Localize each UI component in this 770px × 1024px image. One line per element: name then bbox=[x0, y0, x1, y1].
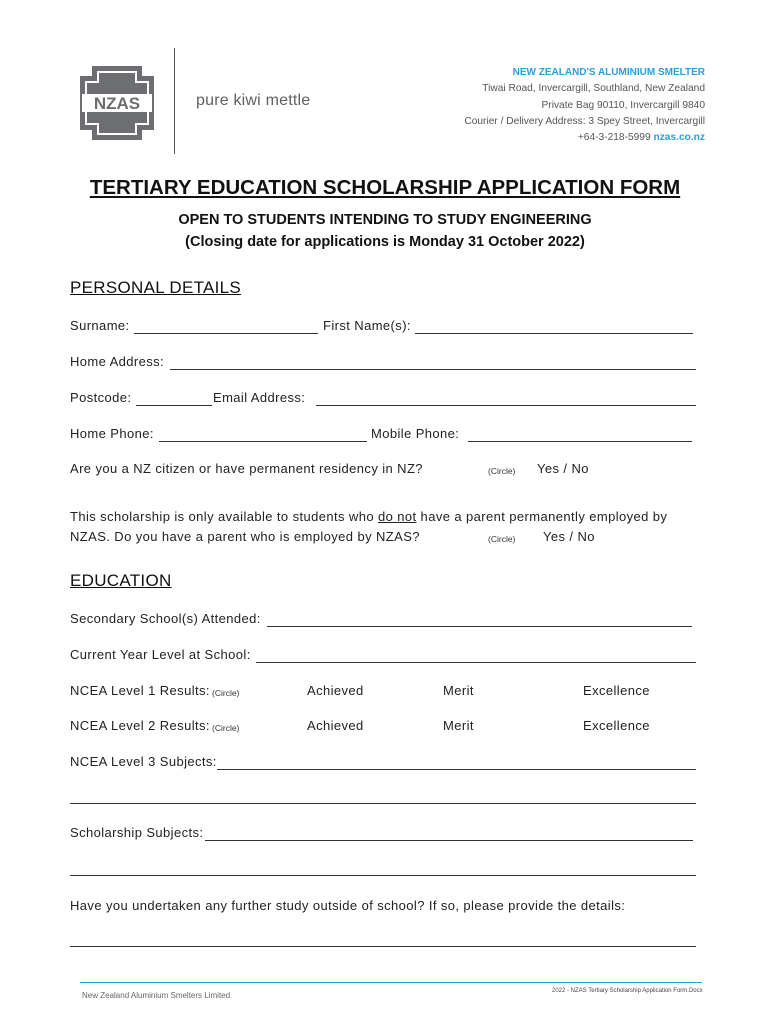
company-info bbox=[464, 65, 705, 146]
citizen-yes-no[interactable]: Yes / No bbox=[537, 461, 589, 476]
ncea3-label: NCEA Level 3 Subjects: bbox=[70, 754, 217, 769]
contact-line bbox=[464, 130, 705, 146]
mobile-phone-label: Mobile Phone: bbox=[371, 426, 460, 441]
year-level-label: Current Year Level at School: bbox=[70, 647, 251, 662]
footer-doc-name: 2022 - NZAS Tertiary Scholarship Application Form.Docx bbox=[552, 988, 703, 994]
closing-date: (Closing date for applications is Monday 31 October 2022) bbox=[185, 234, 585, 250]
form-title: TERTIARY EDUCATION SCHOLARSHIP APPLICATION FORM bbox=[89, 176, 681, 199]
ncea3-field-line-2[interactable] bbox=[70, 803, 696, 804]
ncea1-merit[interactable]: Merit bbox=[443, 683, 474, 698]
ncea2-label: NCEA Level 2 Results: bbox=[70, 718, 210, 733]
home-address-field[interactable] bbox=[170, 369, 696, 370]
tagline: pure kiwi mettle bbox=[196, 92, 311, 109]
secondary-school-field[interactable] bbox=[267, 626, 692, 627]
email-field[interactable] bbox=[316, 405, 696, 406]
secondary-school-label: Secondary School(s) Attended: bbox=[70, 611, 261, 626]
home-phone-field[interactable] bbox=[159, 441, 367, 442]
citizen-circle-hint: (Circle) bbox=[488, 466, 516, 476]
ncea2-achieved[interactable]: Achieved bbox=[307, 718, 364, 733]
form-subtitle: OPEN TO STUDENTS INTENDING TO STUDY ENGINEERING bbox=[178, 212, 592, 228]
first-names-field[interactable] bbox=[415, 333, 693, 334]
address-line-1: Tiwai Road, Invercargill, Southland, New Zealand bbox=[482, 83, 705, 95]
year-level-field[interactable] bbox=[256, 662, 696, 663]
footer-divider bbox=[80, 982, 702, 983]
postcode-label: Postcode: bbox=[70, 390, 132, 405]
email-label: Email Address: bbox=[213, 390, 306, 405]
section-education: EDUCATION bbox=[70, 571, 172, 590]
scholarship-subjects-field-line-2[interactable] bbox=[70, 875, 696, 876]
first-names-label: First Name(s): bbox=[323, 318, 411, 333]
further-study-field[interactable] bbox=[70, 946, 696, 947]
postcode-field[interactable] bbox=[136, 405, 212, 406]
svg-text:NZAS: NZAS bbox=[93, 94, 141, 113]
scholarship-subjects-label: Scholarship Subjects: bbox=[70, 825, 204, 840]
parent-yes-no[interactable]: Yes / No bbox=[543, 529, 595, 544]
address-line-3: Courier / Delivery Address: 3 Spey Street, Invercargill bbox=[464, 115, 705, 127]
home-address-label: Home Address: bbox=[70, 354, 165, 369]
scholarship-subjects-field[interactable] bbox=[205, 840, 693, 841]
ncea1-achieved[interactable]: Achieved bbox=[307, 683, 364, 698]
phone-number: +64-3-218-5999 bbox=[577, 132, 651, 144]
ncea3-field[interactable] bbox=[217, 769, 696, 770]
address-line-2: Private Bag 90110, Invercargill 9840 bbox=[541, 99, 705, 111]
ncea1-excellence[interactable]: Excellence bbox=[583, 683, 650, 698]
home-phone-label: Home Phone: bbox=[70, 426, 154, 441]
parent-question-line-1: This scholarship is only available to students who do not have a parent permanently employed by bbox=[70, 509, 668, 524]
section-personal-details: PERSONAL DETAILS bbox=[70, 278, 242, 297]
ncea2-circle-hint: (Circle) bbox=[212, 723, 240, 733]
mobile-phone-field[interactable] bbox=[468, 441, 692, 442]
footer-company: New Zealand Aluminium Smelters Limited bbox=[82, 991, 231, 1000]
company-name: NEW ZEALAND'S ALUMINIUM SMELTER bbox=[512, 67, 705, 78]
ncea2-merit[interactable]: Merit bbox=[443, 718, 474, 733]
ncea1-label: NCEA Level 1 Results: bbox=[70, 683, 210, 698]
website-link[interactable]: nzas.co.nz bbox=[653, 132, 705, 144]
header-divider bbox=[174, 48, 175, 154]
ncea2-excellence[interactable]: Excellence bbox=[583, 718, 650, 733]
ncea1-circle-hint: (Circle) bbox=[212, 688, 240, 698]
parent-circle-hint: (Circle) bbox=[488, 534, 516, 544]
nzas-logo bbox=[80, 66, 154, 140]
surname-label: Surname: bbox=[70, 318, 130, 333]
further-study-question: Have you undertaken any further study outside of school? If so, please provide the details: bbox=[70, 898, 626, 913]
surname-field[interactable] bbox=[134, 333, 318, 334]
parent-question-line-2: NZAS. Do you have a parent who is employed by NZAS? bbox=[70, 529, 420, 544]
citizen-question: Are you a NZ citizen or have permanent residency in NZ? bbox=[70, 461, 423, 476]
